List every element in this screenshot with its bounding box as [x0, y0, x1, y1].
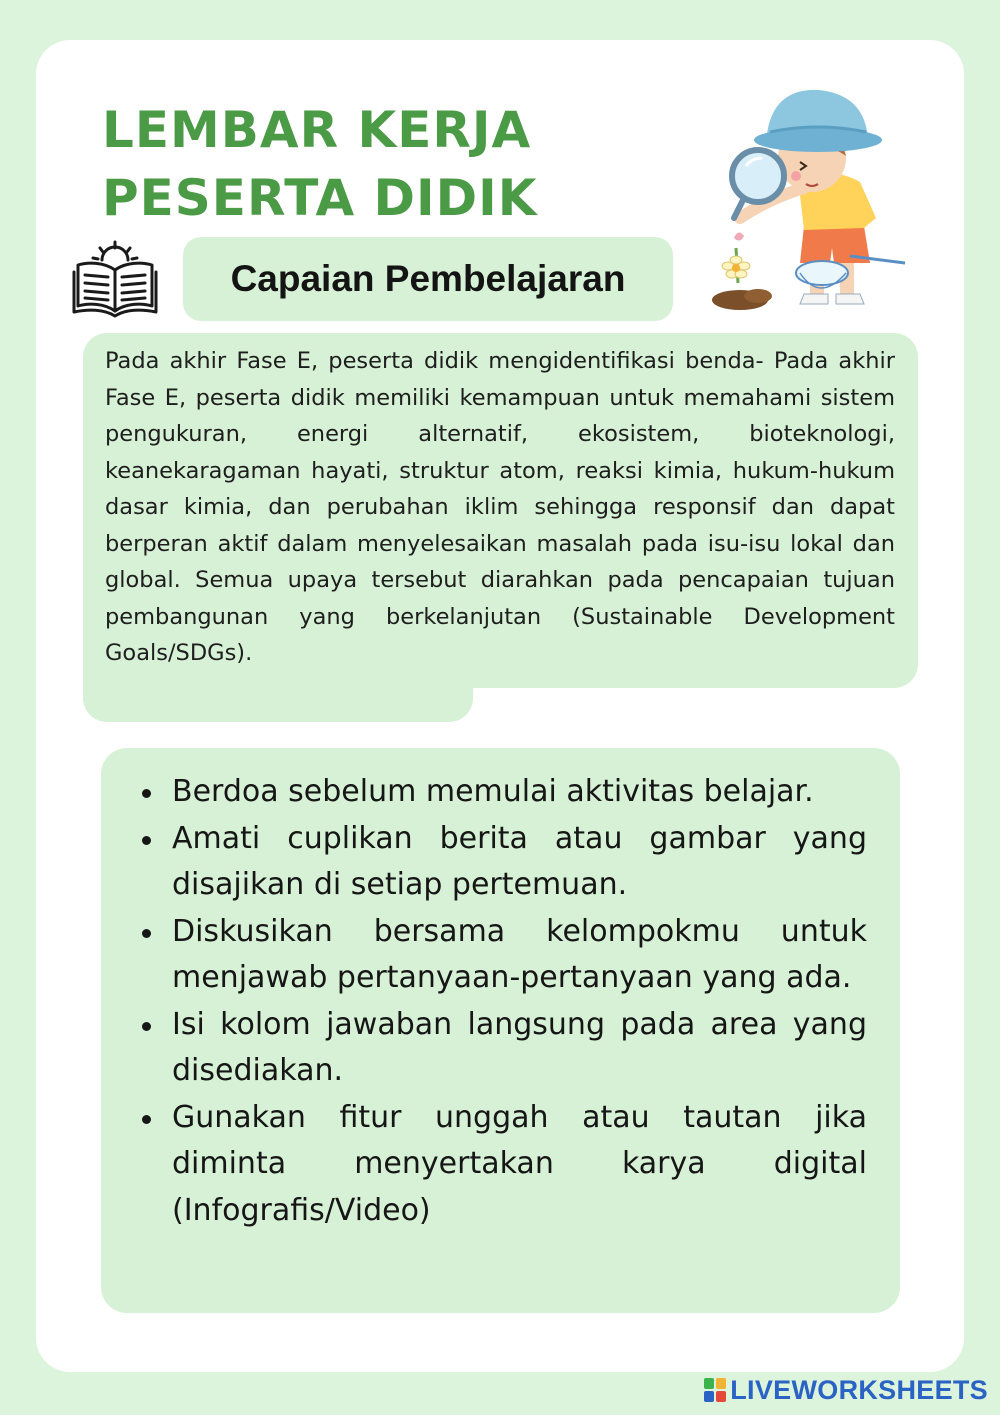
- brand-name: LIVEWORKSHEETS: [730, 1374, 988, 1405]
- open-book-icon: [72, 240, 158, 318]
- instruction-item: Amati cuplikan berita atau gambar yang disajikan di setiap pertemuan.: [172, 816, 867, 909]
- capaian-heading: Capaian Pembelajaran: [230, 258, 626, 299]
- instruction-item: Isi kolom jawaban langsung pada area yang disediakan.: [172, 1002, 867, 1095]
- brand-footer[interactable]: [704, 1374, 988, 1406]
- instruction-item: Diskusikan bersama kelompokmu untuk menjawab pertanyaan-pertanyaan yang ada.: [172, 909, 867, 1002]
- instruction-item: Gunakan fitur unggah atau tautan jika diminta menyertakan karya digital (Infografis/Video): [172, 1095, 867, 1235]
- page-title: LEMBAR KERJA PESERTA DIDIK: [102, 101, 538, 227]
- kid-with-magnifier-illustration: [700, 78, 910, 318]
- liveworksheets-logo-icon: [704, 1378, 726, 1402]
- instruction-item: Berdoa sebelum memulai aktivitas belajar.: [172, 769, 867, 816]
- capaian-paragraph: Pada akhir Fase E, peserta didik mengidentifikasi benda- Pada akhir Fase E, peserta didik memiliki kemampuan untuk memahami sistem pengukuran, energi alternatif, ekosistem, bioteknologi, keanekaragaman hayati, struktur atom, reaksi kimia, hukum-hukum dasar kimia, dan perubahan iklim sehingga responsif dan dapat berperan aktif dalam menyelesaikan masalah pada isu-isu lokal dan global. Semua upaya tersebut diarahkan pada pencapaian tujuan pembangunan yang berkelanjutan (Sustainable Development Goals/SDGs).: [105, 348, 895, 666]
- capaian-heading-box: [183, 237, 673, 321]
- instructions-list: [172, 769, 867, 1234]
